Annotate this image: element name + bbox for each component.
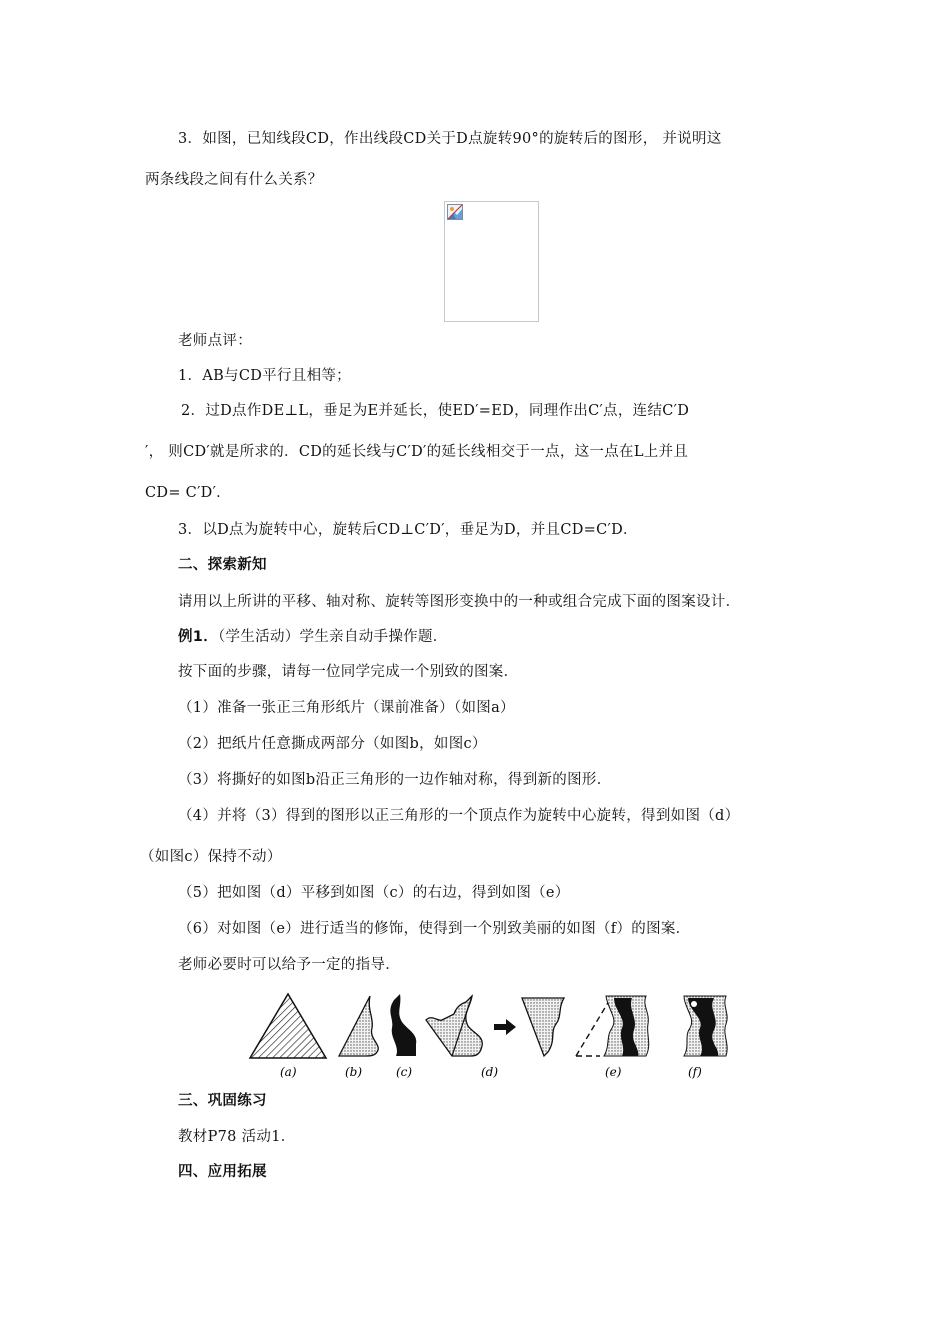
piece-d-rotated bbox=[522, 998, 564, 1056]
step-5: （5）把如图（d）平移到如图（c）的右边，得到如图（e） bbox=[178, 885, 570, 901]
step-3: （3）将撕好的如图b沿正三角形的一边作轴对称，得到新的图形． bbox=[178, 772, 612, 788]
caption-d: (d) bbox=[481, 1065, 499, 1079]
section-4-heading: 四、应用拓展 bbox=[178, 1164, 267, 1180]
broken-image-placeholder bbox=[444, 201, 539, 322]
caption-c: (c) bbox=[396, 1065, 413, 1079]
step-4-line-1: （4）并将（3）得到的图形以正三角形的一个顶点作为旋转中心旋转，得到如图（d） bbox=[178, 808, 740, 824]
broken-image-icon bbox=[447, 204, 463, 220]
example-text: （学生活动）学生亲自动手操作题． bbox=[218, 629, 448, 645]
section-3-text: 教材P78 活动1． bbox=[178, 1129, 296, 1145]
comment-item-2-line-2: ′， 则CD′就是所求的．CD的延长线与C′D′的延长线相交于一点，这一点在L上并且 bbox=[145, 444, 689, 460]
steps-intro: 按下面的步骤，请每一位同学完成一个别致的图案． bbox=[178, 664, 519, 680]
comment-item-3: 3．以D点为旋转中心，旋转后CD⊥C′D′，垂足为D，并且CD=C′D． bbox=[178, 522, 638, 538]
question-3-line-1: 3．如图，已知线段CD，作出线段CD关于D点旋转90°的旋转后的图形， 并说明这 bbox=[178, 131, 722, 147]
step-1: （1）准备一张正三角形纸片（课前准备）（如图a） bbox=[178, 700, 515, 716]
section-3-heading: 三、巩固练习 bbox=[178, 1093, 267, 1109]
teacher-comment-title: 老师点评： bbox=[178, 333, 252, 349]
question-3-line-2: 两条线段之间有什么关系？ bbox=[145, 172, 323, 188]
caption-f: (f) bbox=[688, 1065, 702, 1079]
comment-item-1: 1．AB与CD平行且相等； bbox=[178, 368, 351, 384]
caption-e: (e) bbox=[605, 1065, 622, 1079]
section-2-heading: 二、探索新知 bbox=[178, 557, 267, 573]
piece-f-eye bbox=[691, 1001, 697, 1007]
piece-b bbox=[339, 996, 378, 1056]
piece-c bbox=[390, 994, 416, 1056]
caption-b: (b) bbox=[345, 1065, 363, 1079]
step-2: （2）把纸片任意撕成两部分（如图b，如图c） bbox=[178, 736, 487, 752]
pattern-design-figure bbox=[248, 990, 738, 1082]
step-6: （6）对如图（e）进行适当的修饰，使得到一个别致美丽的如图（f）的图案． bbox=[178, 921, 691, 937]
section-2-intro: 请用以上所讲的平移、轴对称、旋转等图形变换中的一种或组合完成下面的图案设计． bbox=[178, 594, 741, 610]
example-1 bbox=[178, 627, 448, 647]
piece-d bbox=[426, 996, 482, 1056]
comment-item-2-line-1: 2．过D点作DE⊥L，垂足为E并延长，使ED′=ED，同理作出C′点，连结C′D bbox=[181, 403, 690, 419]
triangle-a bbox=[250, 994, 326, 1058]
example-label: 例1． bbox=[178, 629, 218, 645]
caption-a: (a) bbox=[280, 1065, 297, 1079]
step-4-line-2: （如图c）保持不动） bbox=[140, 849, 282, 865]
arrow-icon bbox=[494, 1019, 516, 1035]
dashed-edge-e bbox=[576, 996, 612, 1056]
teacher-note: 老师必要时可以给予一定的指导． bbox=[178, 957, 400, 973]
comment-item-2-line-3: CD= C′D′． bbox=[145, 485, 231, 501]
